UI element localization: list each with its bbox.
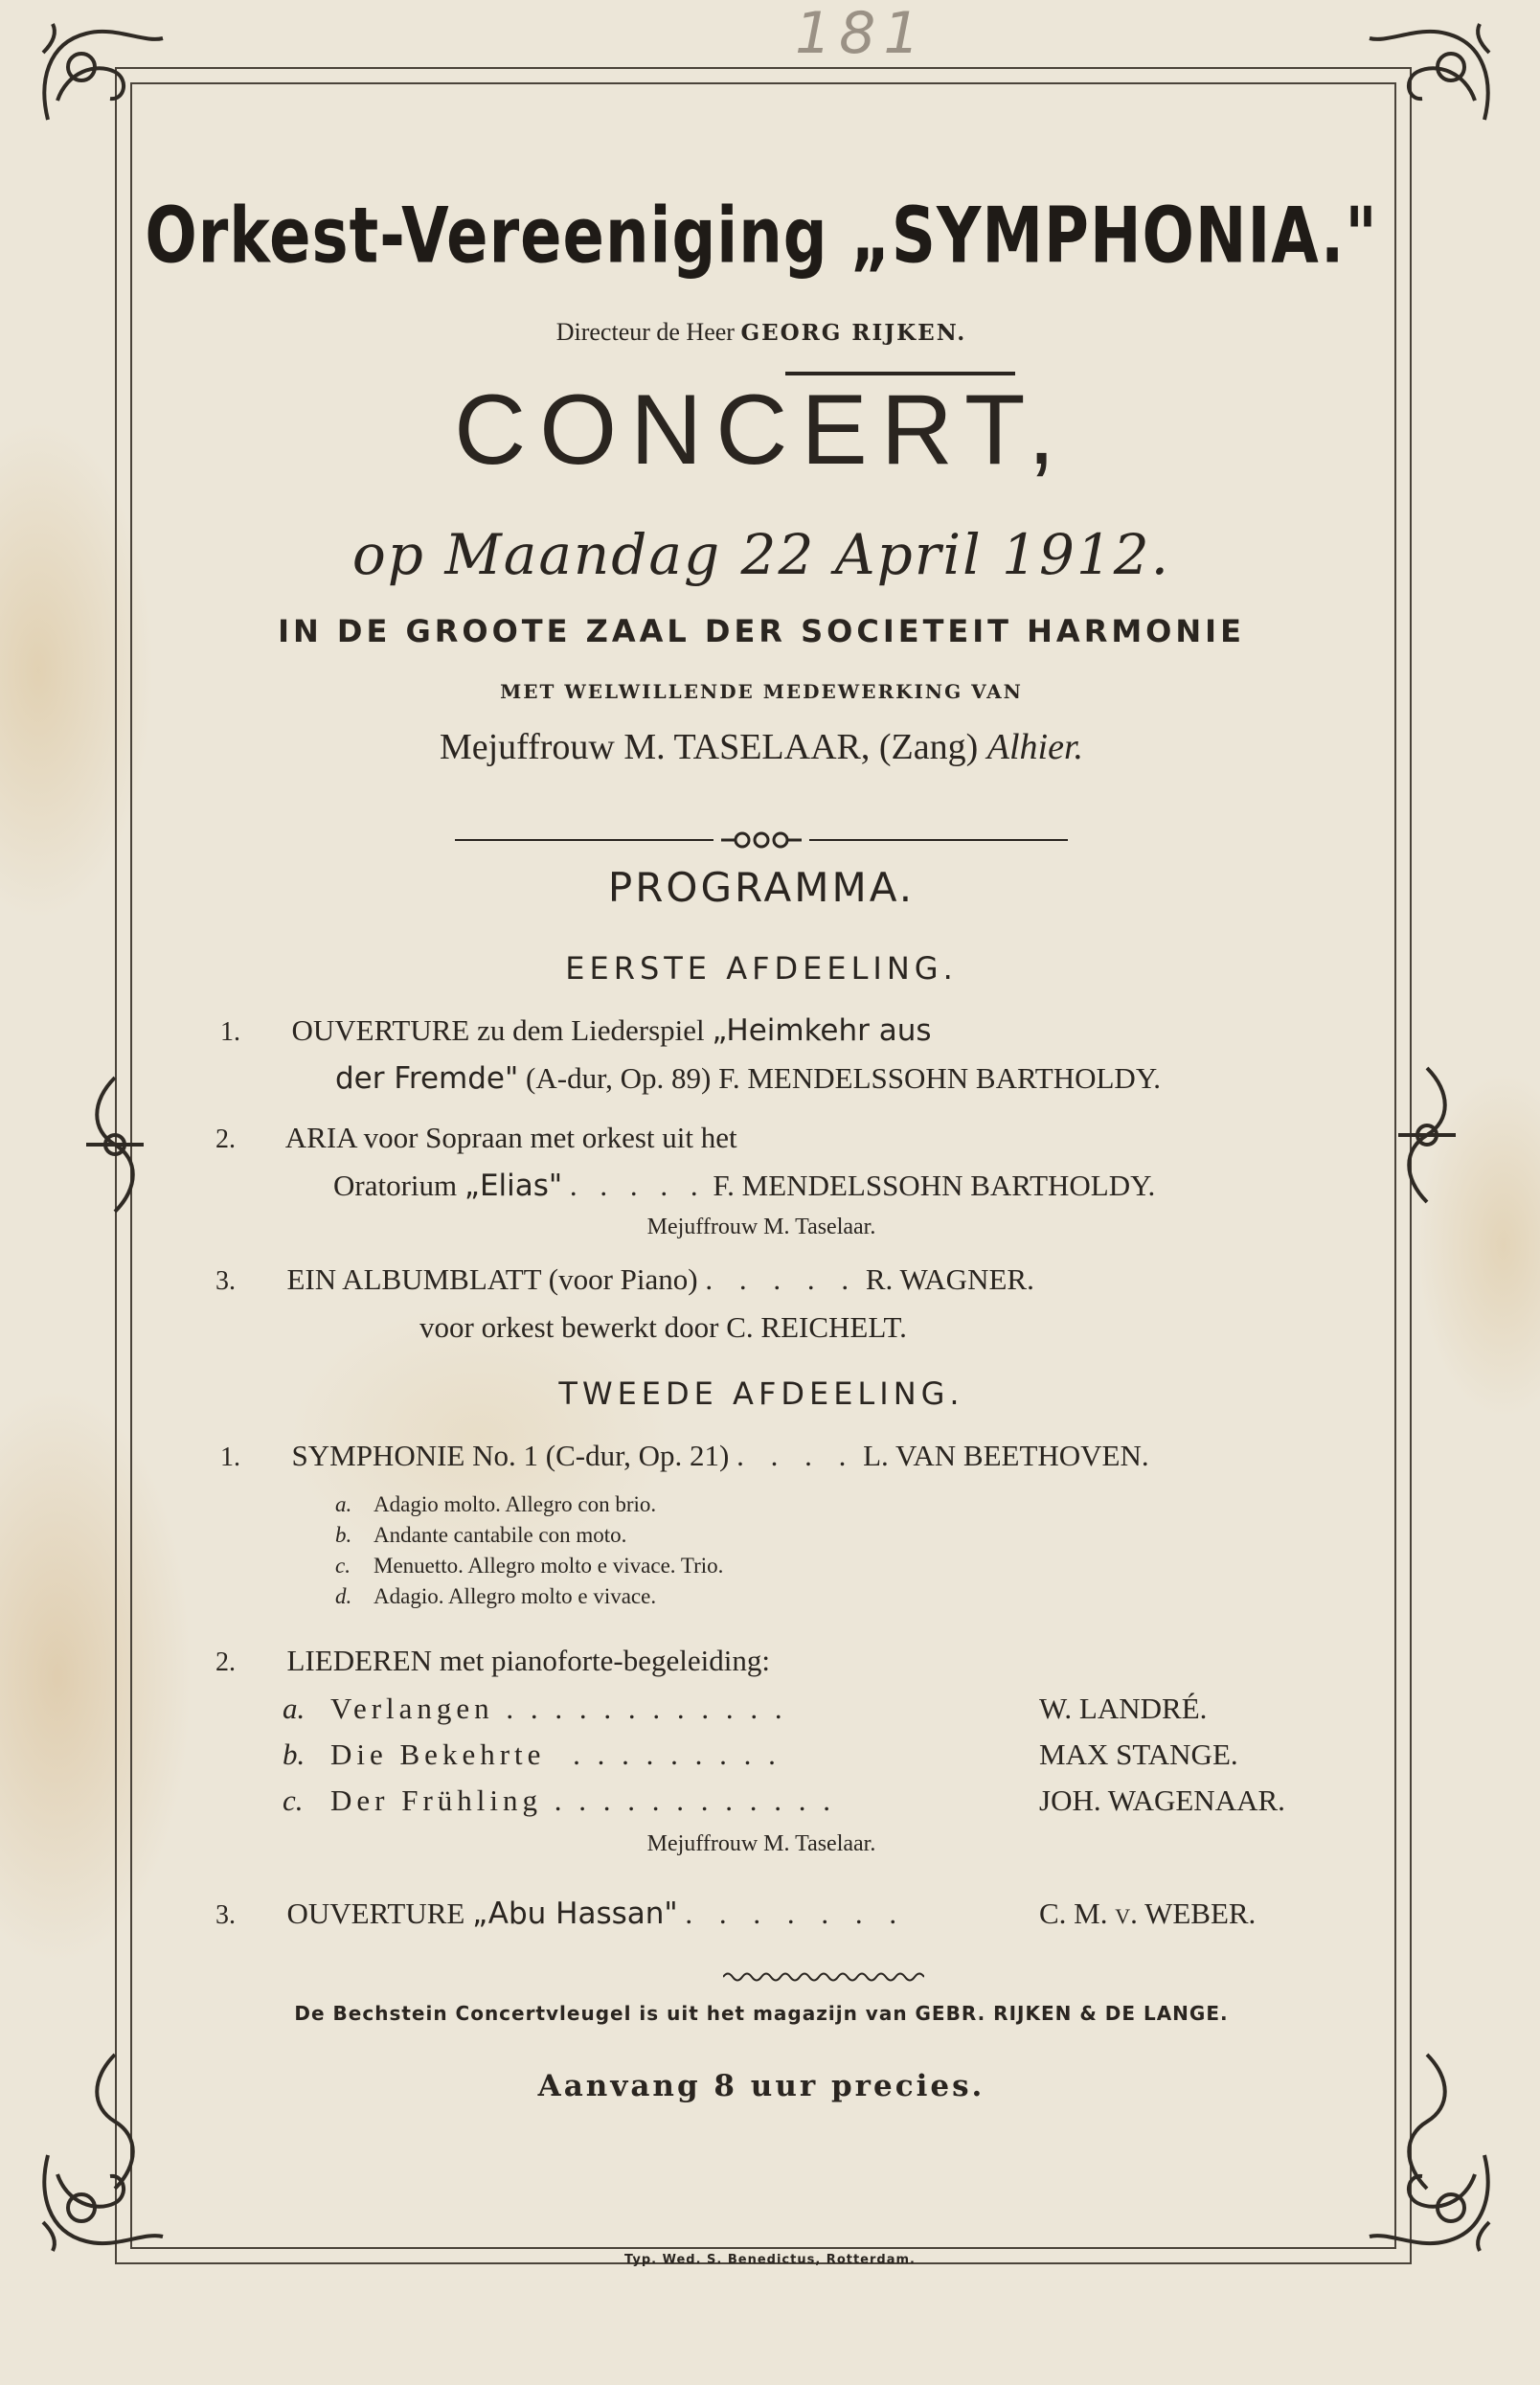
part1-item3-text: EIN ALBUMBLATT (voor Piano) xyxy=(286,1262,698,1296)
wavy-rule-icon xyxy=(723,1970,924,1984)
part1-item1-title-cont: der Fremde" xyxy=(335,1061,519,1096)
part1-item3-composer: R. WAGNER. xyxy=(865,1262,1034,1296)
movement-letter: a. xyxy=(335,1492,352,1516)
movement-letter: b. xyxy=(335,1523,352,1547)
song-dots: . . . . . . . . . xyxy=(573,1738,781,1771)
movement-b xyxy=(335,1523,626,1548)
part2-item3-dots: . . . . . . . xyxy=(685,1897,907,1930)
song-dots: . . . . . . . . . . . . xyxy=(554,1783,836,1817)
part2-item3-composer: C. M. v. WEBER. xyxy=(1039,1897,1257,1930)
part1-item1-key: (A-dur, Op. 89) xyxy=(526,1061,712,1095)
movement-text: Adagio. Allegro molto e vivace. xyxy=(374,1584,657,1608)
movement-c xyxy=(335,1554,723,1579)
part2-item3-text: OUVERTURE xyxy=(286,1897,465,1930)
movement-text: Adagio molto. Allegro con brio. xyxy=(374,1492,657,1516)
part2-item2-line1 xyxy=(215,1644,770,1678)
part1-item2-number: 2. xyxy=(215,1124,236,1154)
song-letter: a. xyxy=(283,1692,306,1725)
concert-date: op Maandag 22 April 1912. xyxy=(351,522,1171,587)
concert-heading: CONCERT, xyxy=(454,375,1069,486)
song-title: Die Bekehrte xyxy=(330,1738,546,1771)
part2-heading: TWEEDE AFDEELING. xyxy=(558,1375,964,1412)
song-a-composer: W. LANDRÉ. xyxy=(1039,1692,1208,1725)
song-c xyxy=(283,1783,835,1818)
ornament-top-right-icon xyxy=(1360,14,1504,129)
part1-item2-dots: . . . . . xyxy=(569,1169,706,1202)
part2-item2-text: LIEDEREN met pianoforte-begeleiding: xyxy=(286,1644,770,1677)
part2-item3-line1 xyxy=(215,1897,906,1931)
part1-item3-dots: . . . . . xyxy=(705,1262,859,1296)
part2-item2-number: 2. xyxy=(215,1647,236,1677)
part1-item2-composer: F. MENDELSSOHN BARTHOLDY. xyxy=(713,1169,1156,1202)
part1-item3-arranger: voor orkest bewerkt door C. REICHELT. xyxy=(419,1310,907,1344)
soloist-name: Mejuffrouw M. TASELAAR, (Zang) xyxy=(439,727,979,767)
ornament-top-left-icon xyxy=(29,14,172,129)
venue: IN DE GROOTE ZAAL DER SOCIETEIT HARMONIE xyxy=(278,613,1245,649)
song-b xyxy=(283,1738,781,1772)
director-line xyxy=(134,318,1389,347)
movement-letter: c. xyxy=(335,1554,351,1578)
part1-item2-line2 xyxy=(333,1169,1155,1203)
part2-item1-number: 1. xyxy=(220,1442,240,1472)
part1-item1-composer: F. MENDELSSOHN BARTHOLDY. xyxy=(718,1061,1161,1095)
soloist-location: Alhier. xyxy=(986,727,1084,767)
part2-item2-performer: Mejuffrouw M. Taselaar. xyxy=(646,1831,876,1856)
part2-item3-number: 3. xyxy=(215,1900,236,1930)
ornamental-divider-icon xyxy=(455,826,1068,854)
movement-text: Menuetto. Allegro molto e vivace. Trio. xyxy=(374,1554,724,1578)
part2-item1-text: SYMPHONIE No. 1 (C-dur, Op. 21) xyxy=(291,1439,730,1472)
song-title: Der Frühling xyxy=(330,1783,543,1817)
start-time: Aanvang 8 uur precies. xyxy=(537,2069,985,2103)
part2-item1-composer: L. VAN BEETHOVEN. xyxy=(863,1439,1149,1472)
director-prefix: Directeur de Heer xyxy=(555,318,735,346)
director-name: GEORG RIJKEN. xyxy=(740,320,967,346)
song-b-composer: MAX STANGE. xyxy=(1039,1738,1238,1771)
song-a xyxy=(283,1692,787,1726)
movement-d xyxy=(335,1584,656,1609)
orchestra-title: Orkest-Vereeniging „SYMPHONIA." xyxy=(145,192,1378,282)
printer-credit: Typ. Wed. S. Benedictus, Rotterdam. xyxy=(624,2253,916,2267)
programma-heading: PROGRAMMA. xyxy=(607,864,916,911)
part2-item1-line1 xyxy=(220,1439,1149,1473)
ornament-left-side-icon xyxy=(81,1073,148,1216)
part1-item3-number: 3. xyxy=(215,1266,236,1296)
part1-item1-text: OUVERTURE zu dem Liederspiel xyxy=(291,1013,705,1047)
part1-item2-oratorium: Oratorium xyxy=(333,1169,458,1202)
part1-item3-line1 xyxy=(215,1262,1034,1297)
bechstein-notice: De Bechstein Concertvleugel is uit het magazijn van GEBR. RIJKEN & DE LANGE. xyxy=(294,2002,1229,2025)
part1-item1-line1 xyxy=(220,1013,932,1048)
soloist xyxy=(134,726,1389,768)
song-letter: b. xyxy=(283,1738,306,1771)
song-c-composer: JOH. WAGENAAR. xyxy=(1039,1783,1285,1817)
part2-item3-title: „Abu Hassan" xyxy=(472,1897,678,1931)
part1-item2-line1 xyxy=(215,1121,737,1155)
part1-item1-number: 1. xyxy=(220,1017,240,1047)
part1-item2-title: „Elias" xyxy=(464,1169,563,1203)
ornament-right-side-icon xyxy=(1393,1063,1461,1207)
part1-item1-line2 xyxy=(335,1061,1161,1096)
movement-a xyxy=(335,1492,656,1517)
part2-item1-dots: . . . . xyxy=(736,1439,856,1472)
part1-item2-performer: Mejuffrouw M. Taselaar. xyxy=(646,1215,876,1239)
song-letter: c. xyxy=(283,1783,304,1817)
cooperation-line: MET WELWILLENDE MEDEWERKING VAN xyxy=(500,680,1023,703)
movement-text: Andante cantabile con moto. xyxy=(374,1523,627,1547)
part1-item2-text: ARIA voor Sopraan met orkest uit het xyxy=(284,1121,737,1154)
ornament-lower-right-side-icon xyxy=(1393,2050,1461,2193)
song-title: Verlangen xyxy=(330,1692,494,1725)
movement-letter: d. xyxy=(335,1584,352,1608)
song-dots: . . . . . . . . . . . . xyxy=(506,1692,787,1725)
part1-item1-title: „Heimkehr aus xyxy=(712,1013,932,1048)
part1-heading: EERSTE AFDEELING. xyxy=(565,950,958,987)
handwritten-number: 181 xyxy=(795,0,928,67)
